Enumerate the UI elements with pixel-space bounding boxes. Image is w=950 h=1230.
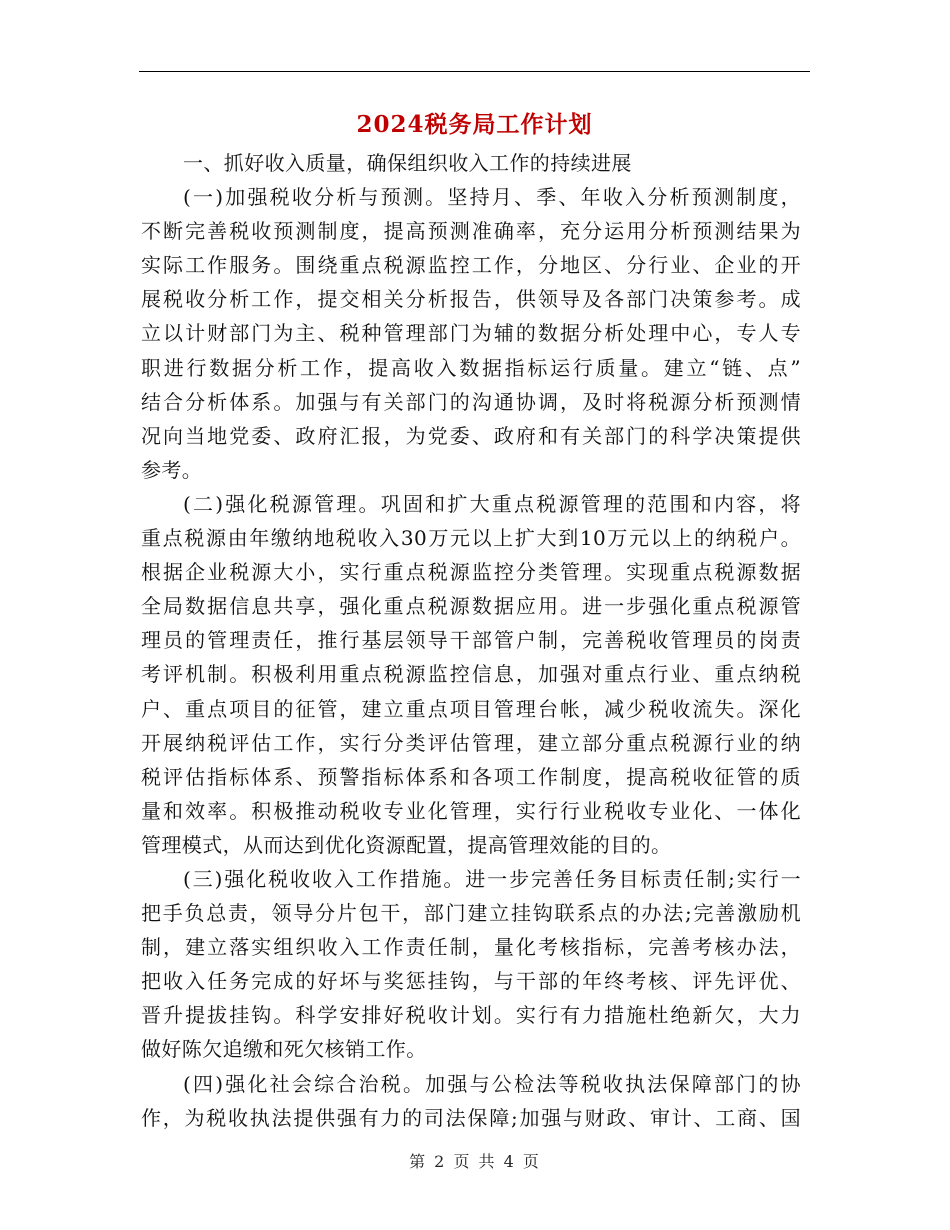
- body-line: 结合分析体系。加强与有关部门的沟通协调，及时将税源分析预测情: [141, 389, 801, 414]
- body-line: 做好陈欠追缴和死欠核销工作。: [141, 1037, 427, 1062]
- body-line: 立以计财部门为主、税种管理部门为辅的数据分析处理中心，专人专: [141, 321, 801, 346]
- body-line: 税评估指标体系、预警指标体系和各项工作制度，提高税收征管的质: [141, 764, 801, 789]
- header-rule: [139, 71, 810, 72]
- body-line: 重点税源由年缴纳地税收入30万元以上扩大到10万元以上的纳税户。: [141, 526, 801, 551]
- body-line: 制，建立落实组织收入工作责任制，量化考核指标，完善考核办法，: [141, 935, 801, 960]
- body-line: (一)加强税收分析与预测。坚持月、季、年收入分析预测制度，: [183, 185, 801, 210]
- document-body: [141, 146, 801, 1135]
- body-line: 实际工作服务。围绕重点税源监控工作，分地区、分行业、企业的开: [141, 253, 801, 278]
- body-line: 把收入任务完成的好坏与奖惩挂钩，与干部的年终考核、评先评优、: [141, 969, 801, 994]
- body-line: (三)强化税收收入工作措施。进一步完善任务目标责任制;实行一: [183, 866, 801, 891]
- body-line: 况向当地党委、政府汇报，为党委、政府和有关部门的科学决策提供: [141, 423, 801, 448]
- body-line: (四)强化社会综合治税。加强与公检法等税收执法保障部门的协: [183, 1071, 801, 1096]
- body-line: 不断完善税收预测制度，提高预测准确率，充分运用分析预测结果为: [141, 219, 801, 244]
- body-line: 参考。: [141, 457, 203, 482]
- body-line: 一、抓好收入质量，确保组织收入工作的持续进展: [183, 151, 632, 175]
- body-line: 全局数据信息共享，强化重点税源数据应用。进一步强化重点税源管: [141, 594, 801, 619]
- body-line: 晋升提拔挂钩。科学安排好税收计划。实行有力措施杜绝新欠，大力: [141, 1003, 801, 1028]
- body-line: 量和效率。积极推动税收专业化管理，实行行业税收专业化、一体化: [141, 798, 801, 823]
- body-line: 户、重点项目的征管，建立重点项目管理台帐，减少税收流失。深化: [141, 696, 801, 721]
- body-line: 把手负总责，领导分片包干，部门建立挂钩联系点的办法;完善激励机: [141, 901, 801, 926]
- body-line: 开展纳税评估工作，实行分类评估管理，建立部分重点税源行业的纳: [141, 730, 801, 755]
- page-footer: 第 2 页 共 4 页: [409, 1152, 541, 1171]
- body-line: 理员的管理责任，推行基层领导干部管户制，完善税收管理员的岗责: [141, 628, 801, 653]
- body-line: 展税收分析工作，提交相关分析报告，供领导及各部门决策参考。成: [141, 287, 801, 312]
- body-line: 管理模式，从而达到优化资源配置，提高管理效能的目的。: [141, 832, 672, 857]
- body-line: 根据企业税源大小，实行重点税源监控分类管理。实现重点税源数据: [141, 560, 801, 585]
- body-line: 考评机制。积极利用重点税源监控信息，加强对重点行业、重点纳税: [141, 662, 801, 687]
- body-line: 作，为税收执法提供强有力的司法保障;加强与财政、审计、工商、国: [141, 1105, 801, 1130]
- document-title: 2024税务局工作计划: [356, 111, 593, 138]
- body-line: 职进行数据分析工作，提高收入数据指标运行质量。建立“链、点”: [141, 355, 801, 380]
- body-line: (二)强化税源管理。巩固和扩大重点税源管理的范围和内容，将: [183, 491, 801, 516]
